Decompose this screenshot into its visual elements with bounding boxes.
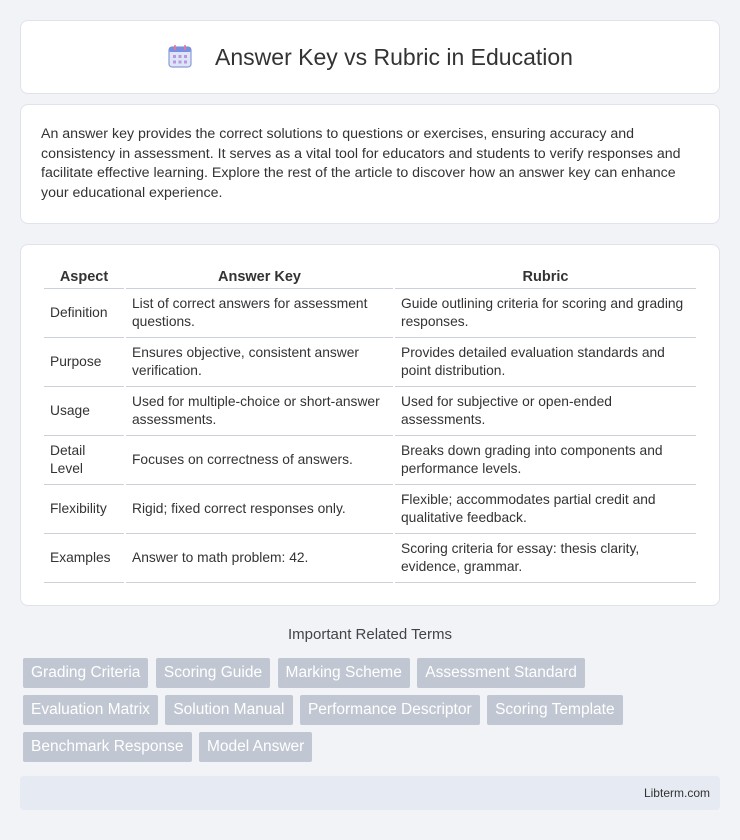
related-terms-list bbox=[23, 658, 723, 769]
related-term-tag[interactable]: Scoring Template bbox=[487, 695, 622, 725]
related-term-tag[interactable]: Grading Criteria bbox=[23, 658, 148, 688]
answer-key-cell: Answer to math problem: 42. bbox=[126, 534, 393, 583]
intro-card bbox=[20, 104, 720, 224]
comparison-table bbox=[42, 263, 698, 583]
related-term-tag[interactable]: Marking Scheme bbox=[278, 658, 410, 688]
answer-key-cell: Focuses on correctness of answers. bbox=[126, 436, 393, 485]
table-row bbox=[44, 534, 696, 583]
intro-text: An answer key provides the correct solutions to questions or exercises, ensuring accuracy and consistency in assessment. It serves as a vital tool for educators and students to verify responses and facilitate effective learning. Explore the rest of the article to discover how an answer key can enhance your educational experience. bbox=[41, 126, 681, 201]
table-row bbox=[44, 289, 696, 338]
rubric-cell: Breaks down grading into components and performance levels. bbox=[395, 436, 696, 485]
answer-key-cell: Rigid; fixed correct responses only. bbox=[126, 485, 393, 534]
rubric-cell: Provides detailed evaluation standards and point distribution. bbox=[395, 338, 696, 387]
answer-key-cell: Ensures objective, consistent answer verification. bbox=[126, 338, 393, 387]
rubric-cell: Guide outlining criteria for scoring and grading responses. bbox=[395, 289, 696, 338]
row-aspect: Purpose bbox=[44, 338, 124, 387]
row-aspect: Examples bbox=[44, 534, 124, 583]
row-aspect: Definition bbox=[44, 289, 124, 338]
footer bbox=[20, 776, 720, 810]
header-card bbox=[20, 20, 720, 94]
table-row bbox=[44, 387, 696, 436]
rubric-cell: Flexible; accommodates partial credit and qualitative feedback. bbox=[395, 485, 696, 534]
table-header-row bbox=[44, 263, 696, 289]
footer-site-link[interactable]: Libterm.com bbox=[643, 786, 710, 800]
row-aspect: Detail Level bbox=[44, 436, 124, 485]
related-term-tag[interactable]: Solution Manual bbox=[165, 695, 292, 725]
related-term-tag[interactable]: Performance Descriptor bbox=[300, 695, 480, 725]
column-header-aspect: Aspect bbox=[44, 263, 124, 289]
column-header-answer-key: Answer Key bbox=[126, 263, 393, 289]
answer-key-cell: Used for multiple-choice or short-answer assessments. bbox=[126, 387, 393, 436]
row-aspect: Flexibility bbox=[44, 485, 124, 534]
related-term-tag[interactable]: Benchmark Response bbox=[23, 732, 192, 762]
related-term-tag[interactable]: Assessment Standard bbox=[417, 658, 585, 688]
comparison-table-card bbox=[20, 244, 720, 606]
rubric-cell: Used for subjective or open-ended assessments. bbox=[395, 387, 696, 436]
related-terms-title: Important Related Terms bbox=[288, 626, 452, 643]
table-row bbox=[44, 436, 696, 485]
table-row bbox=[44, 338, 696, 387]
column-header-rubric: Rubric bbox=[395, 263, 696, 289]
rubric-cell: Scoring criteria for essay: thesis clarity, evidence, grammar. bbox=[395, 534, 696, 583]
calendar-icon bbox=[167, 43, 193, 69]
related-term-tag[interactable]: Scoring Guide bbox=[156, 658, 270, 688]
related-term-tag[interactable]: Model Answer bbox=[199, 732, 312, 762]
row-aspect: Usage bbox=[44, 387, 124, 436]
related-term-tag[interactable]: Evaluation Matrix bbox=[23, 695, 158, 725]
page-title: Answer Key vs Rubric in Education bbox=[215, 43, 573, 70]
table-row bbox=[44, 485, 696, 534]
answer-key-cell: List of correct answers for assessment questions. bbox=[126, 289, 393, 338]
